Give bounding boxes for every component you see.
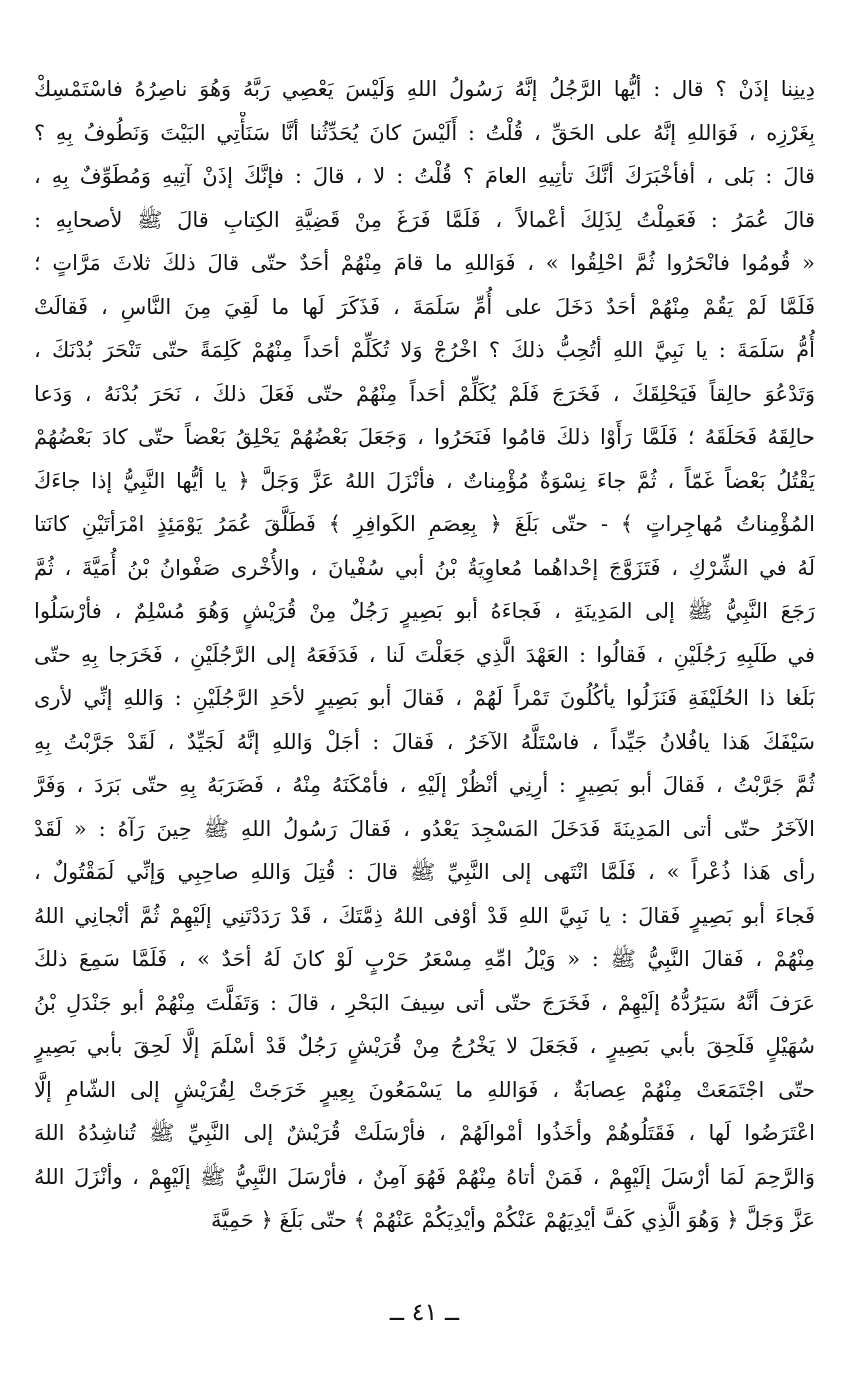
text-line: قالَ : بَلى ، أفأخْبَرَكَ أنَّكَ تأتِيهِ العامَ ؟ قُلْتُ : لا ، قالَ : فإنَّكَ إذَنْ آتِيهِ وَمُطَوِّفٌ بِهِ ، — [34, 164, 815, 188]
text-line: فَجاءَ أبو بَصِيرٍ فَقالَ : يا نَبِيَّ اللهِ قَدْ أوْفى اللهُ ذِمَّتَكَ ، قَدْ رَدَدْتَنِي إلَيْهِمْ ثُمَّ أنْجانِي اللهُ — [34, 903, 815, 928]
text-line: وَالرَّحِمَ لَمَا أرْسَلَ إلَيْهِمْ ، فَمَنْ أتاهُ مِنْهُمْ فَهُوَ آمِنٌ ، فأرْسَلَ النَّبِيُّ ﷺ إلَيْهِمْ ، وأنْزَلَ اللهُ — [34, 1164, 815, 1189]
text-line: أُمُّ سَلَمَةَ : يا نَبِيَّ اللهِ أتُحِبُّ ذلكَ ؟ اخْرُجْ وَلا تُكَلِّمْ أحَداً مِنْهُمْ كَلِمَةً حتّى تَنْحَرَ بُدْنَكَ ، — [34, 338, 815, 362]
text-line: دِينِنا إذَنْ ؟ قال : أيُّها الرَّجُلُ إنَّهُ رَسُولُ اللهِ وَلَيْسَ يَعْصِي رَبَّهُ وَهُوَ ناصِرُهُ فاسْتَمْسِكْ — [34, 77, 815, 101]
text-line: يَقْتُلُ بَعْضاً غَمّاً ، ثُمَّ جاءَ نِسْوَةٌ مُؤْمِناتٌ ، فأنْزَلَ اللهُ عَزَّ وَجَلَّ ﴿ يا أيُّها النَّبِيُّ إذا جاءَكَ — [34, 468, 815, 493]
text-line: الآخَرُ حتّى أتى المَدِينَةَ فَدَخَلَ المَسْجِدَ يَعْدُو ، فَقالَ رَسُولُ اللهِ ﷺ حِينَ رَآهُ : « لَقَدْ — [34, 816, 815, 841]
text-line: لَهُ في الشِّرْكِ ، فَتَزَوَّجَ إحْداهُما مُعاوِيَةُ بْنُ أبي سُفْيانَ ، والأُخْرى صَفْوانُ بْنُ أُمَيَّةَ ، ثُمَّ — [34, 555, 815, 580]
text-line: مِنْهُمْ ، فَقالَ النَّبِيُّ ﷺ : « وَيْلُ امِّهِ مِسْعَرُ حَرْبٍ لَوْ كانَ لَهُ أحَدٌ » ، فَلَمَّا سَمِعَ ذلكَ — [34, 947, 815, 971]
text-line: حالِقَهُ فَحَلَقَهُ ؛ فَلَمَّا رَأَوْا ذلكَ قامُوا فَنَحَرُوا ، وَجَعَلَ بَعْضُهُمْ يَحْلِقُ بَعْضاً حتّى كادَ بَعْضُهُمْ — [34, 425, 815, 449]
text-line: سَيْفَكَ هَذا يافُلانُ جَيِّداً ، فاسْتَلَّهُ الآخَرُ ، فَقالَ : أجَلْ وَاللهِ إنَّهُ لَجَيِّدٌ ، لَقَدْ جَرَّبْتُ بِهِ — [34, 729, 815, 754]
text-line: اعْتَرَضُوا لَها ، فَقَتَلُوهُمْ وأخَذُوا أمْوالَهُمْ ، فأرْسَلَتْ قُرَيْشٌ إلى النَّبِيِّ ﷺ تُناشِدُهُ اللهَ — [34, 1121, 815, 1145]
text-line: « قُومُوا فانْحَرُوا ثُمَّ احْلِقُوا » ، فَوَاللهِ ما قامَ مِنْهُمْ أحَدٌ حتّى قالَ ذلكَ ثلاثَ مَرَّاتٍ ؛ — [34, 251, 815, 275]
text-line: بَلَغا ذا الحُلَيْفَةِ فَنَزَلُوا يأكُلُونَ تَمْراً لَهُمْ ، فَقالَ أبو بَصِيرٍ لأحَدِ الرَّجُلَيْنِ : وَاللهِ إنِّي لأرى — [34, 686, 815, 710]
text-line: عَرَفَ أنَّهُ سَيَرُدُّهُ إلَيْهِمْ ، فَخَرَجَ حتّى أتى سِيفَ البَحْرِ ، قالَ : وَتَفَلَّتَ مِنْهُمْ أبو جَنْدَلِ بْنُ — [34, 990, 815, 1015]
text-line: وَتَدْعُوَ حالِقاً فَيَحْلِقَكَ ، فَخَرَجَ فَلَمْ يُكَلِّمْ أحَداً مِنْهُمْ حتّى فَعَلَ ذلكَ ، نَحَرَ بُدْنَهُ ، وَدَعا — [34, 381, 815, 406]
text-line: ثُمَّ جَرَّبْتُ ، فَقالَ أبو بَصِيرٍ : أرِنِي أنْظُرْ إلَيْهِ ، فأمْكَنَهُ مِنْهُ ، فَضَرَبَهُ بِهِ حتّى بَرَدَ ، وَفَرَّ — [34, 773, 815, 797]
text-line: رأى هَذا ذُعْراً » ، فَلَمَّا انْتَهى إلى النَّبِيِّ ﷺ قالَ : قُتِلَ وَاللهِ صاحِبِي وَإنِّي لَمَقْتُولٌ ، — [34, 860, 815, 884]
text-line: عَزَّ وَجَلَّ ﴿ وَهُوَ الَّذِي كَفَّ أيْدِيَهُمْ عَنْكُمْ وأيْدِيَكُمْ عَنْهُمْ ﴾ حتّى بَلَغَ ﴿ حَمِيَّةَ — [211, 1208, 815, 1232]
text-line: فَلَمَّا لَمْ يَقُمْ مِنْهُمْ أحَدٌ دَخَلَ على أُمِّ سَلَمَةَ ، فَذَكَرَ لَها ما لَقِيَ مِنَ النَّاسِ ، فَقالَتْ — [34, 294, 815, 319]
text-line: في طَلَبِهِ رَجُلَيْنِ ، فَقالُوا : العَهْدَ الَّذِي جَعَلْتَ لَنا ، فَدَفَعَهُ إلى الرَّجُلَيْنِ ، فَخَرَجا بِهِ حتّى — [34, 642, 815, 667]
text-line: بِغَرْزِه ، فَوَاللهِ إنَّهُ على الحَقِّ ، قُلْتُ : أَلَيْسَ كانَ يُحَدِّثُنا أنَّا سَنَأْتِي البَيْتَ وَنَطُوفُ بِهِ ؟ — [34, 120, 815, 145]
page-number: ــ ٤١ ــ — [389, 1298, 460, 1326]
text-line: حتّى اجْتَمَعَتْ مِنْهُمْ عِصابَةٌ ، فَوَاللهِ ما يَسْمَعُونَ بِعِيرٍ خَرَجَتْ لِقُرَيْشٍ إلى الشّامِ إلَّا — [34, 1077, 815, 1102]
text-line: قالَ عُمَرُ : فَعَمِلْتُ لِذَلِكَ أعْمالاً ، فَلَمَّا فَرَغَ مِنْ قَضِيَّةِ الكِتابِ قالَ ﷺ لأصحابِهِ : — [34, 207, 815, 232]
text-line: المُؤْمِناتُ مُهاجِراتٍ ﴾ - حتّى بَلَغَ ﴿ بِعِصَمِ الكَوافِرِ ﴾ فَطَلَّقَ عُمَرُ يَوْمَئِذٍ امْرَأتَيْنِ كانَتا — [34, 512, 815, 536]
text-line: رَجَعَ النَّبِيُّ ﷺ إلى المَدِينَةِ ، فَجاءَهُ أبو بَصِيرٍ رَجُلٌ مِنْ قُرَيْشٍ وَهُوَ مُسْلِمٌ ، فأرْسَلُوا — [34, 599, 815, 623]
text-line: سُهَيْلٍ فَلَحِقَ بأبي بَصِيرٍ ، فَجَعَلَ لا يَخْرُجُ مِنْ قُرَيْشٍ رَجُلٌ قَدْ أسْلَمَ إلَّا لَحِقَ بأبي بَصِيرٍ — [34, 1034, 815, 1058]
page-body-text — [34, 68, 815, 1243]
